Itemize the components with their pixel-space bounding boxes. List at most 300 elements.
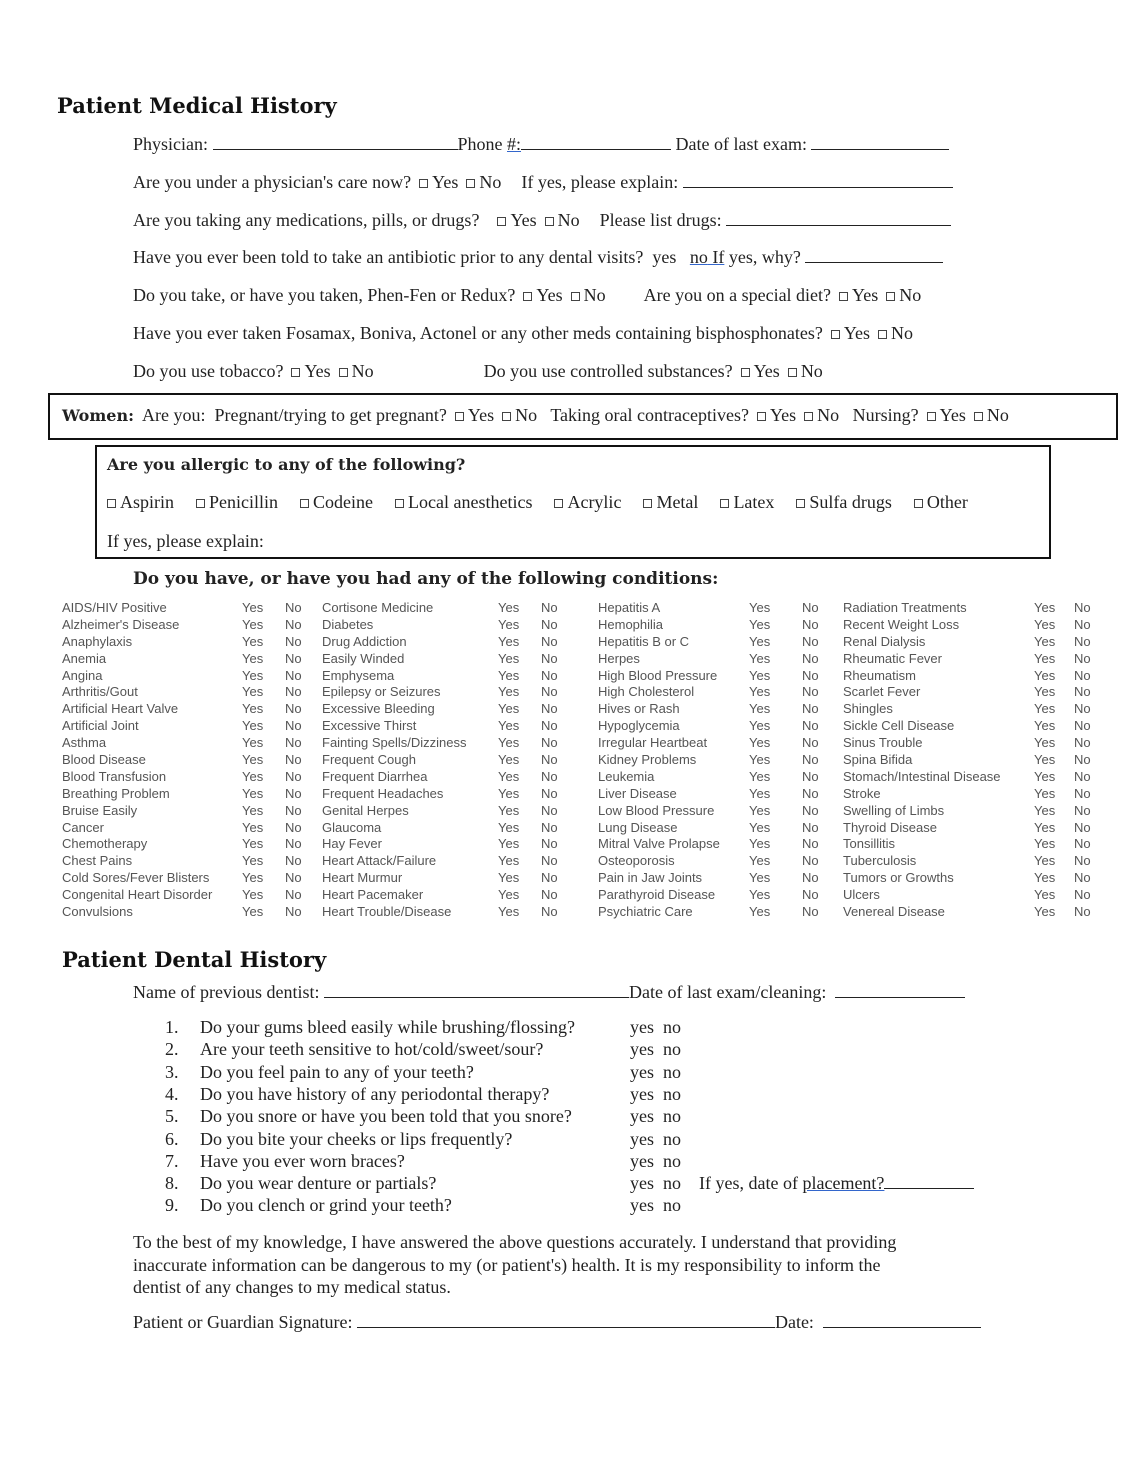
condition-yes-option[interactable]: Yes (1034, 887, 1056, 903)
condition-no-option[interactable]: No (541, 701, 558, 717)
allergy-option[interactable] (788, 492, 892, 512)
condition-yes-option[interactable]: Yes (749, 768, 771, 784)
yes-option[interactable]: yes (630, 1061, 654, 1082)
no-option[interactable]: no (663, 1061, 681, 1082)
allergy-checkbox[interactable] (643, 499, 652, 508)
condition-row (62, 651, 315, 668)
condition-yes-option[interactable]: Yes (1034, 870, 1056, 886)
diet-no-checkbox[interactable] (886, 292, 895, 301)
condition-no-option[interactable]: No (802, 785, 819, 801)
condition-yes-option[interactable]: Yes (498, 633, 520, 649)
care-explain-field[interactable] (683, 173, 953, 188)
condition-no-option[interactable]: No (541, 684, 558, 700)
condition-yes-option[interactable]: Yes (1034, 785, 1056, 801)
condition-no-option[interactable]: No (1074, 836, 1091, 852)
condition-row (843, 904, 1104, 921)
yes-option[interactable]: yes (630, 1106, 654, 1127)
condition-yes-option[interactable]: Yes (498, 616, 520, 632)
condition-yes-option[interactable]: Yes (1034, 904, 1056, 920)
dental-last-exam-field[interactable] (835, 983, 965, 998)
condition-yes-option[interactable]: Yes (242, 802, 264, 818)
condition-no-option[interactable]: No (1074, 735, 1091, 751)
fosamax-yes-checkbox[interactable] (831, 330, 840, 339)
condition-yes-option[interactable]: Yes (498, 600, 520, 615)
condition-no-option[interactable]: No (802, 600, 819, 615)
condition-label: Recent Weight Loss (843, 616, 960, 632)
condition-yes-option[interactable]: Yes (242, 684, 264, 700)
condition-row (843, 600, 1104, 617)
pregnant-yes-checkbox[interactable] (455, 412, 464, 421)
physician-care-line (133, 172, 953, 193)
condition-label: Pain in Jaw Joints (598, 870, 703, 886)
condition-no-option[interactable]: No (285, 684, 302, 700)
condition-no-option[interactable]: No (541, 853, 558, 869)
allergy-option[interactable] (906, 492, 968, 512)
condition-yes-option[interactable]: Yes (749, 633, 771, 649)
placement-field[interactable] (884, 1174, 974, 1189)
condition-no-option[interactable]: No (1074, 616, 1091, 632)
condition-row (322, 786, 571, 803)
condition-no-option[interactable]: No (1074, 752, 1091, 768)
condition-no-option[interactable]: No (541, 600, 558, 615)
condition-row (322, 684, 571, 701)
care-no-checkbox[interactable] (466, 179, 475, 188)
condition-yes-option[interactable]: Yes (242, 819, 264, 835)
yes-label: Yes (510, 210, 537, 230)
condition-yes-option[interactable]: Yes (1034, 667, 1056, 683)
condition-label: Scarlet Fever (843, 684, 921, 700)
condition-no-option[interactable]: No (285, 616, 302, 632)
condition-yes-option[interactable]: Yes (498, 735, 520, 751)
condition-label: Congenital Heart Disorder (62, 887, 213, 903)
condition-label: Hypoglycemia (598, 718, 680, 734)
condition-row (598, 684, 832, 701)
condition-row (322, 600, 571, 617)
condition-yes-option[interactable]: Yes (498, 785, 520, 801)
condition-yes-option[interactable]: Yes (242, 667, 264, 683)
condition-no-option[interactable]: No (1074, 785, 1091, 801)
yes-option[interactable]: yes (630, 1017, 654, 1037)
last-exam-field[interactable] (811, 135, 949, 150)
oral-yes-checkbox[interactable] (757, 412, 766, 421)
no-option[interactable]: no (663, 1106, 681, 1127)
meds-no-checkbox[interactable] (545, 217, 554, 226)
condition-yes-option[interactable]: Yes (242, 836, 264, 852)
condition-no-option[interactable]: No (285, 600, 302, 615)
condition-label: Low Blood Pressure (598, 802, 715, 818)
condition-no-option[interactable]: No (541, 667, 558, 683)
condition-no-option[interactable]: No (541, 616, 558, 632)
allergy-option[interactable] (188, 492, 278, 512)
care-yes-checkbox[interactable] (419, 179, 428, 188)
condition-label: Emphysema (322, 667, 395, 683)
condition-row (843, 870, 1104, 887)
allergy-option[interactable] (99, 492, 174, 512)
condition-row (322, 904, 571, 921)
condition-yes-option[interactable]: Yes (242, 600, 264, 615)
oral-no-checkbox[interactable] (804, 412, 813, 421)
condition-yes-option[interactable]: Yes (749, 853, 771, 869)
no-option[interactable]: no (689, 247, 708, 267)
condition-label: Hay Fever (322, 836, 382, 852)
condition-yes-option[interactable]: Yes (749, 785, 771, 801)
condition-yes-option[interactable]: Yes (749, 650, 771, 666)
condition-no-option[interactable]: No (285, 650, 302, 666)
yes-option[interactable]: yes (630, 1150, 654, 1171)
condition-no-option[interactable]: No (1074, 600, 1091, 615)
condition-label: Genital Herpes (322, 802, 409, 818)
condition-no-option[interactable]: No (802, 802, 819, 818)
condition-yes-option[interactable]: Yes (1034, 836, 1056, 852)
condition-no-option[interactable]: No (541, 633, 558, 649)
tobacco-no-checkbox[interactable] (339, 368, 348, 377)
condition-row (322, 735, 571, 752)
nursing-no-checkbox[interactable] (974, 412, 983, 421)
condition-row (62, 803, 315, 820)
condition-yes-option[interactable]: Yes (498, 667, 520, 683)
phen-fen-line (133, 285, 921, 306)
allergy-checkbox[interactable] (554, 499, 563, 508)
condition-yes-option[interactable]: Yes (1034, 616, 1056, 632)
condition-label: Blood Disease (62, 752, 146, 768)
condition-yes-option[interactable]: Yes (242, 785, 264, 801)
condition-label: Cold Sores/Fever Blisters (62, 870, 210, 886)
no-option[interactable]: no (663, 1039, 681, 1060)
condition-yes-option[interactable]: Yes (498, 684, 520, 700)
condition-no-option[interactable]: No (1074, 819, 1091, 835)
condition-no-option[interactable]: No (802, 684, 819, 700)
phen-yes-checkbox[interactable] (523, 292, 532, 301)
condition-yes-option[interactable]: Yes (242, 752, 264, 768)
allergy-option[interactable] (546, 492, 621, 512)
yes-option[interactable]: yes (630, 1039, 654, 1060)
physician-field[interactable] (213, 135, 458, 150)
condition-yes-option[interactable]: Yes (749, 802, 771, 818)
no-option[interactable]: no (663, 1150, 681, 1171)
condition-no-option[interactable]: No (802, 904, 819, 920)
condition-label: AIDS/HIV Positive (62, 600, 167, 615)
drugs-field[interactable] (726, 211, 951, 226)
condition-no-option[interactable]: No (285, 701, 302, 717)
condition-yes-option[interactable]: Yes (242, 904, 264, 920)
condition-no-option[interactable]: No (802, 768, 819, 784)
condition-yes-option[interactable]: Yes (749, 600, 771, 615)
allergy-option[interactable] (712, 492, 774, 512)
condition-no-option[interactable]: No (802, 870, 819, 886)
condition-yes-option[interactable]: Yes (498, 768, 520, 784)
yes-label: Yes (843, 323, 871, 343)
yes-no-options (630, 1106, 681, 1127)
allergy-label: Acrylic (567, 492, 622, 512)
condition-label: Artificial Heart Valve (62, 701, 179, 717)
nursing-yes-checkbox[interactable] (927, 412, 936, 421)
condition-yes-option[interactable]: Yes (498, 836, 520, 852)
physician-label: Physician: (133, 134, 208, 154)
condition-no-option[interactable]: No (285, 887, 302, 903)
condition-row (62, 617, 315, 634)
condition-yes-option[interactable]: Yes (242, 650, 264, 666)
condition-no-option[interactable]: No (541, 819, 558, 835)
condition-yes-option[interactable]: Yes (749, 904, 771, 920)
condition-no-option[interactable]: No (802, 853, 819, 869)
yes-label: Yes (536, 285, 563, 305)
condition-row (322, 752, 571, 769)
yes-option[interactable]: yes (630, 1195, 654, 1216)
no-option[interactable]: no (663, 1195, 681, 1216)
condition-yes-option[interactable]: Yes (242, 718, 264, 734)
condition-no-option[interactable]: No (541, 802, 558, 818)
dental-question (165, 1061, 681, 1083)
condition-yes-option[interactable]: Yes (749, 701, 771, 717)
condition-no-option[interactable]: No (802, 701, 819, 717)
no-option[interactable]: no (663, 1128, 681, 1149)
condition-no-option[interactable]: No (285, 785, 302, 801)
condition-no-option[interactable]: No (1074, 802, 1091, 818)
condition-no-option[interactable]: No (541, 785, 558, 801)
condition-yes-option[interactable]: Yes (749, 616, 771, 632)
condition-no-option[interactable]: No (1074, 718, 1091, 734)
condition-yes-option[interactable]: Yes (749, 819, 771, 835)
diet-yes-checkbox[interactable] (839, 292, 848, 301)
question-number: 8. (165, 1173, 179, 1194)
no-label: No (557, 210, 580, 230)
condition-row (322, 870, 571, 887)
condition-yes-option[interactable]: Yes (498, 650, 520, 666)
condition-yes-option[interactable]: Yes (498, 904, 520, 920)
condition-no-option[interactable]: No (285, 752, 302, 768)
tobacco-yes-checkbox[interactable] (291, 368, 300, 377)
condition-row (843, 752, 1104, 769)
condition-yes-option[interactable]: Yes (749, 836, 771, 852)
meds-yes-checkbox[interactable] (497, 217, 506, 226)
condition-no-option[interactable]: No (802, 650, 819, 666)
question-number: 3. (165, 1061, 179, 1082)
condition-no-option[interactable]: No (1074, 870, 1091, 886)
allergy-checkbox[interactable] (914, 499, 923, 508)
condition-row (843, 820, 1104, 837)
condition-yes-option[interactable]: Yes (242, 887, 264, 903)
condition-label: Herpes (598, 650, 640, 666)
condition-yes-option[interactable]: Yes (1034, 684, 1056, 700)
condition-yes-option[interactable]: Yes (1034, 752, 1056, 768)
allergy-label: Sulfa drugs (809, 492, 892, 512)
condition-row (598, 600, 832, 617)
yes-option[interactable]: yes (630, 1083, 654, 1104)
condition-label: Artificial Joint (62, 718, 139, 734)
condition-row (598, 701, 832, 718)
condition-yes-option[interactable]: Yes (498, 870, 520, 886)
question-text: Do you clench or grind your teeth? (200, 1195, 452, 1216)
allergy-checkbox[interactable] (196, 499, 205, 508)
condition-label: Fainting Spells/Dizziness (322, 735, 467, 751)
condition-no-option[interactable]: No (802, 887, 819, 903)
condition-no-option[interactable]: No (285, 819, 302, 835)
condition-row (598, 820, 832, 837)
signature-date-field[interactable] (823, 1313, 981, 1328)
condition-yes-option[interactable]: Yes (498, 718, 520, 734)
controlled-no-checkbox[interactable] (788, 368, 797, 377)
medical-history-title: Patient Medical History (57, 93, 337, 118)
condition-no-option[interactable]: No (285, 853, 302, 869)
condition-row (598, 651, 832, 668)
yes-option[interactable]: yes (652, 247, 677, 267)
condition-yes-option[interactable]: Yes (1034, 802, 1056, 818)
condition-no-option[interactable]: No (541, 768, 558, 784)
condition-no-option[interactable]: No (285, 633, 302, 649)
antibiotic-why-field[interactable] (805, 248, 943, 263)
explain-label: If yes, please explain: (521, 172, 679, 192)
condition-yes-option[interactable]: Yes (749, 735, 771, 751)
condition-no-option[interactable]: No (541, 836, 558, 852)
condition-label: Osteoporosis (598, 853, 675, 869)
condition-no-option[interactable]: No (1074, 667, 1091, 683)
condition-yes-option[interactable]: Yes (749, 887, 771, 903)
no-option[interactable]: no (663, 1173, 681, 1194)
condition-no-option[interactable]: No (802, 752, 819, 768)
yes-option[interactable]: yes (630, 1173, 654, 1194)
condition-label: Heart Murmur (322, 870, 403, 886)
condition-yes-option[interactable]: Yes (749, 684, 771, 700)
controlled-yes-checkbox[interactable] (741, 368, 750, 377)
allergy-checkbox[interactable] (300, 499, 309, 508)
condition-yes-option[interactable]: Yes (749, 718, 771, 734)
condition-no-option[interactable]: No (285, 904, 302, 920)
condition-label: Chemotherapy (62, 836, 148, 852)
condition-no-option[interactable]: No (1074, 650, 1091, 666)
allergy-option[interactable] (387, 492, 532, 512)
condition-no-option[interactable]: No (1074, 684, 1091, 700)
condition-no-option[interactable]: No (1074, 904, 1091, 920)
condition-no-option[interactable]: No (802, 836, 819, 852)
condition-no-option[interactable]: No (541, 904, 558, 920)
condition-yes-option[interactable]: Yes (498, 819, 520, 835)
condition-yes-option[interactable]: Yes (498, 701, 520, 717)
condition-yes-option[interactable]: Yes (749, 752, 771, 768)
allergy-option[interactable] (635, 492, 698, 512)
condition-no-option[interactable]: No (541, 650, 558, 666)
condition-yes-option[interactable]: Yes (1034, 633, 1056, 649)
condition-yes-option[interactable]: Yes (242, 633, 264, 649)
condition-no-option[interactable]: No (802, 735, 819, 751)
condition-label: Parathyroid Disease (598, 887, 716, 903)
allergy-checkbox[interactable] (796, 499, 805, 508)
condition-label: Easily Winded (322, 650, 405, 666)
yes-no-options (630, 1039, 681, 1060)
signature-field[interactable] (357, 1313, 775, 1328)
condition-no-option[interactable]: No (802, 616, 819, 632)
previous-dentist-line (133, 982, 965, 1003)
condition-no-option[interactable]: No (285, 870, 302, 886)
condition-yes-option[interactable]: Yes (1034, 853, 1056, 869)
prev-dentist-field[interactable] (324, 983, 629, 998)
phen-question: Do you take, or have you taken, Phen-Fen or Redux? (133, 285, 516, 305)
condition-yes-option[interactable]: Yes (498, 853, 520, 869)
condition-no-option[interactable]: No (802, 667, 819, 683)
condition-no-option[interactable]: No (1074, 768, 1091, 784)
condition-row (322, 701, 571, 718)
condition-no-option[interactable]: No (541, 718, 558, 734)
condition-no-option[interactable]: No (285, 718, 302, 734)
condition-no-option[interactable]: No (285, 735, 302, 751)
condition-row (62, 820, 315, 837)
condition-no-option[interactable]: No (541, 870, 558, 886)
condition-yes-option[interactable]: Yes (242, 768, 264, 784)
condition-yes-option[interactable]: Yes (1034, 600, 1056, 615)
condition-label: Sinus Trouble (843, 735, 923, 751)
condition-no-option[interactable]: No (802, 718, 819, 734)
no-label: No (817, 405, 840, 425)
condition-yes-option[interactable]: Yes (242, 616, 264, 632)
condition-yes-option[interactable]: Yes (498, 887, 520, 903)
condition-no-option[interactable]: No (285, 667, 302, 683)
condition-yes-option[interactable]: Yes (242, 735, 264, 751)
no-option[interactable]: no (663, 1083, 681, 1104)
condition-yes-option[interactable]: Yes (1034, 718, 1056, 734)
yes-option[interactable]: yes (630, 1128, 654, 1149)
fosamax-no-checkbox[interactable] (878, 330, 887, 339)
last-exam-label: Date of last exam: (675, 134, 807, 154)
condition-row (598, 634, 832, 651)
conditions-column (62, 600, 315, 921)
condition-yes-option[interactable]: Yes (242, 870, 264, 886)
condition-yes-option[interactable]: Yes (749, 870, 771, 886)
condition-no-option[interactable]: No (541, 735, 558, 751)
phone-field[interactable] (521, 135, 671, 150)
condition-no-option[interactable]: No (802, 633, 819, 649)
condition-no-option[interactable]: No (1074, 887, 1091, 903)
condition-label: Rheumatic Fever (843, 650, 942, 666)
condition-no-option[interactable]: No (1074, 853, 1091, 869)
condition-no-option[interactable]: No (1074, 701, 1091, 717)
condition-row (843, 668, 1104, 685)
no-label: No (986, 405, 1009, 425)
no-option[interactable]: no (663, 1017, 681, 1037)
condition-label: Liver Disease (598, 785, 677, 801)
condition-no-option[interactable]: No (285, 836, 302, 852)
condition-yes-option[interactable]: Yes (242, 853, 264, 869)
condition-no-option[interactable]: No (1074, 633, 1091, 649)
condition-row (62, 887, 315, 904)
condition-yes-option[interactable]: Yes (1034, 819, 1056, 835)
condition-no-option[interactable]: No (802, 819, 819, 835)
if-label: If (707, 247, 725, 267)
pregnant-no-checkbox[interactable] (502, 412, 511, 421)
condition-yes-option[interactable]: Yes (242, 701, 264, 717)
allergy-checkbox[interactable] (395, 499, 404, 508)
condition-label: Stomach/Intestinal Disease (843, 768, 1001, 784)
condition-row (843, 718, 1104, 735)
condition-yes-option[interactable]: Yes (1034, 701, 1056, 717)
condition-no-option[interactable]: No (285, 802, 302, 818)
condition-yes-option[interactable]: Yes (1034, 650, 1056, 666)
allergy-label: Aspirin (120, 492, 174, 512)
condition-no-option[interactable]: No (541, 752, 558, 768)
condition-yes-option[interactable]: Yes (498, 752, 520, 768)
phen-no-checkbox[interactable] (571, 292, 580, 301)
condition-label: Ulcers (843, 887, 880, 903)
condition-yes-option[interactable]: Yes (1034, 735, 1056, 751)
question-text: Are your teeth sensitive to hot/cold/sweet/sour? (200, 1039, 544, 1060)
allergy-checkbox[interactable] (720, 499, 729, 508)
allergy-checkbox[interactable] (107, 499, 116, 508)
condition-no-option[interactable]: No (541, 887, 558, 903)
condition-yes-option[interactable]: Yes (1034, 768, 1056, 784)
condition-no-option[interactable]: No (285, 768, 302, 784)
condition-yes-option[interactable]: Yes (749, 667, 771, 683)
allergy-option[interactable] (292, 492, 373, 512)
condition-label: Chest Pains (62, 853, 133, 869)
condition-yes-option[interactable]: Yes (498, 802, 520, 818)
